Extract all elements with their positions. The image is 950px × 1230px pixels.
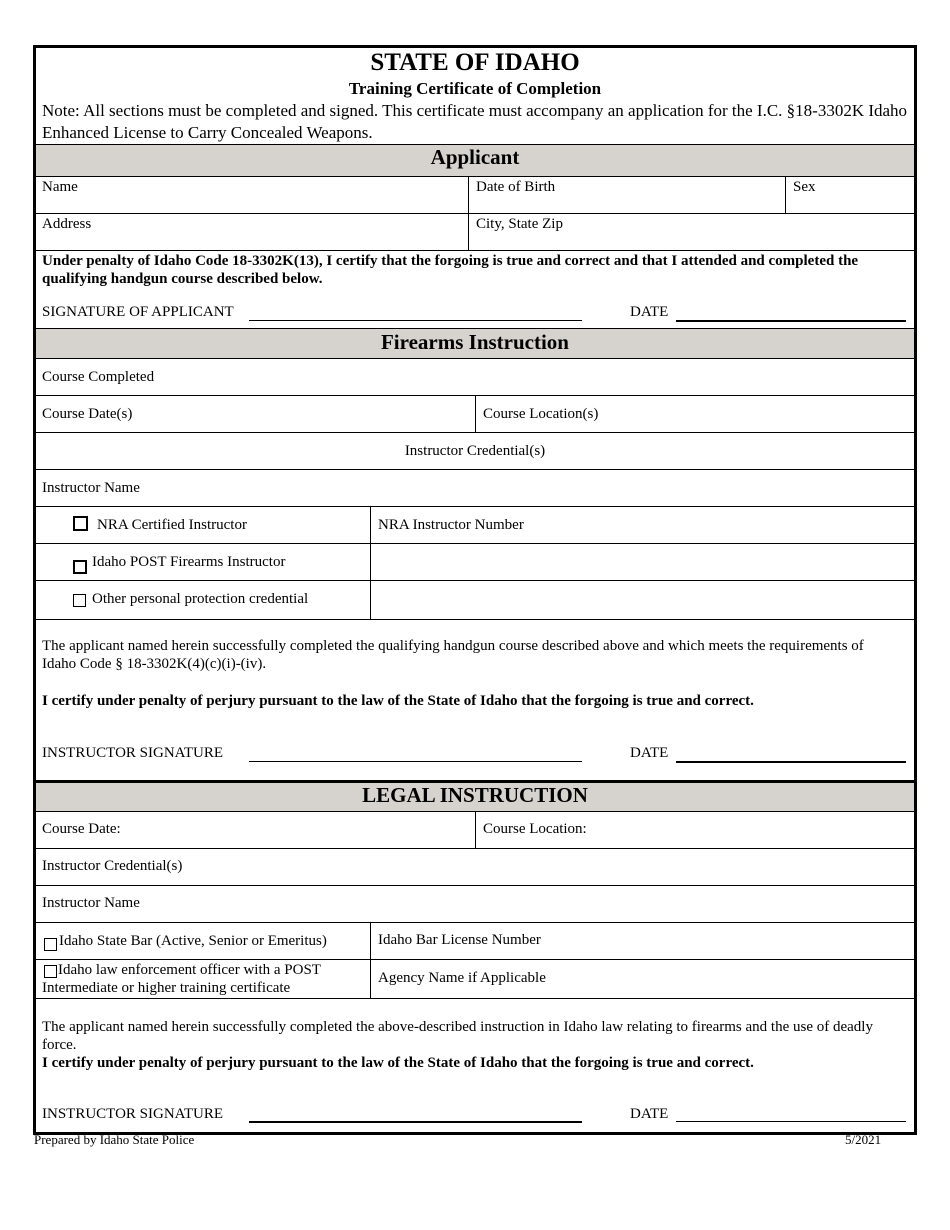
other-credential-checkbox[interactable]: [73, 594, 86, 607]
legal-heading: LEGAL INSTRUCTION: [362, 783, 588, 807]
legal-credentials-field[interactable]: Instructor Credential(s): [42, 858, 183, 874]
firearms-certify: I certify under penalty of perjury pursuant to the law of the State of Idaho that the forgoing is true and correct.: [42, 693, 754, 709]
applicant-date-line[interactable]: [676, 320, 906, 322]
firearms-signature-line[interactable]: [249, 761, 582, 762]
revision-date: 5/2021: [845, 1132, 882, 1147]
applicant-certification-text: Under penalty of Idaho Code 18-3302K(13), I certify that the forgoing is true and correct and that I attended and completed the qualifying handgun course described below.: [42, 253, 859, 287]
form-title: STATE OF IDAHO: [370, 49, 580, 76]
nra-certified-checkbox[interactable]: [73, 516, 88, 531]
nra-certified-label: NRA Certified Instructor: [97, 517, 247, 533]
legal-instructor-name-field[interactable]: Instructor Name: [42, 895, 140, 911]
idaho-state-bar-checkbox[interactable]: [44, 938, 57, 951]
applicant-dob-field[interactable]: Date of Birth: [476, 179, 556, 195]
legal-certify: I certify under penalty of perjury pursuant to the law of the State of Idaho that the forgoing is true and correct.: [42, 1055, 754, 1071]
law-enforcement-label: Idaho law enforcement officer with a POST Intermediate or higher training certificate: [42, 962, 321, 996]
applicant-address-field[interactable]: Address: [42, 216, 92, 232]
nra-instructor-number-field[interactable]: NRA Instructor Number: [378, 517, 524, 533]
firearms-course-completed-field[interactable]: Course Completed: [42, 369, 155, 385]
agency-name-field[interactable]: Agency Name if Applicable: [378, 970, 546, 986]
firearms-course-dates-field[interactable]: Course Date(s): [42, 406, 133, 422]
legal-signature-line[interactable]: [249, 1121, 582, 1123]
applicant-sex-field[interactable]: Sex: [793, 179, 816, 195]
firearms-credentials-label: Instructor Credential(s): [404, 443, 546, 459]
legal-date-line[interactable]: [676, 1121, 906, 1122]
applicant-date-label: DATE: [630, 304, 669, 320]
applicant-city-state-zip-field[interactable]: City, State Zip: [476, 216, 563, 232]
idaho-post-checkbox[interactable]: [73, 560, 87, 574]
firearms-heading: Firearms Instruction: [380, 330, 569, 354]
firearms-course-locations-field[interactable]: Course Location(s): [483, 406, 599, 422]
certificate-form: [33, 45, 917, 1135]
applicant-name-field[interactable]: Name: [42, 179, 78, 195]
legal-date-label: DATE: [630, 1106, 669, 1122]
form-note: Note: All sections must be completed and signed. This certificate must accompany an application for the I.C. §18-3302K Idaho Enhanced License to Carry Concealed Weapons.: [42, 101, 908, 142]
form-subtitle: Training Certificate of Completion: [348, 79, 602, 98]
legal-course-date-field[interactable]: Course Date:: [42, 821, 121, 837]
idaho-bar-license-number-field[interactable]: Idaho Bar License Number: [378, 932, 541, 948]
legal-statement: The applicant named herein successfully completed the above-described instruction in Idaho law relating to firearms and the use of deadly force.: [42, 1019, 873, 1053]
prepared-by: Prepared by Idaho State Police: [34, 1132, 195, 1147]
firearms-instructor-name-field[interactable]: Instructor Name: [42, 480, 140, 496]
idaho-state-bar-label: Idaho State Bar (Active, Senior or Emeritus): [59, 933, 327, 949]
legal-signature-label: INSTRUCTOR SIGNATURE: [42, 1106, 223, 1122]
firearms-date-label: DATE: [630, 745, 669, 761]
applicant-signature-line[interactable]: [249, 320, 582, 321]
other-credential-label: Other personal protection credential: [92, 591, 309, 607]
applicant-signature-label: SIGNATURE OF APPLICANT: [42, 304, 234, 320]
firearms-statement: The applicant named herein successfully completed the qualifying handgun course described above and which meets the requirements of Idaho Code § 18-3302K(4)(c)(i)-(iv).: [42, 638, 864, 672]
applicant-heading: Applicant: [430, 145, 520, 169]
legal-course-location-field[interactable]: Course Location:: [483, 821, 587, 837]
idaho-post-label: Idaho POST Firearms Instructor: [92, 554, 286, 570]
firearms-signature-label: INSTRUCTOR SIGNATURE: [42, 745, 223, 761]
firearms-date-line[interactable]: [676, 761, 906, 763]
